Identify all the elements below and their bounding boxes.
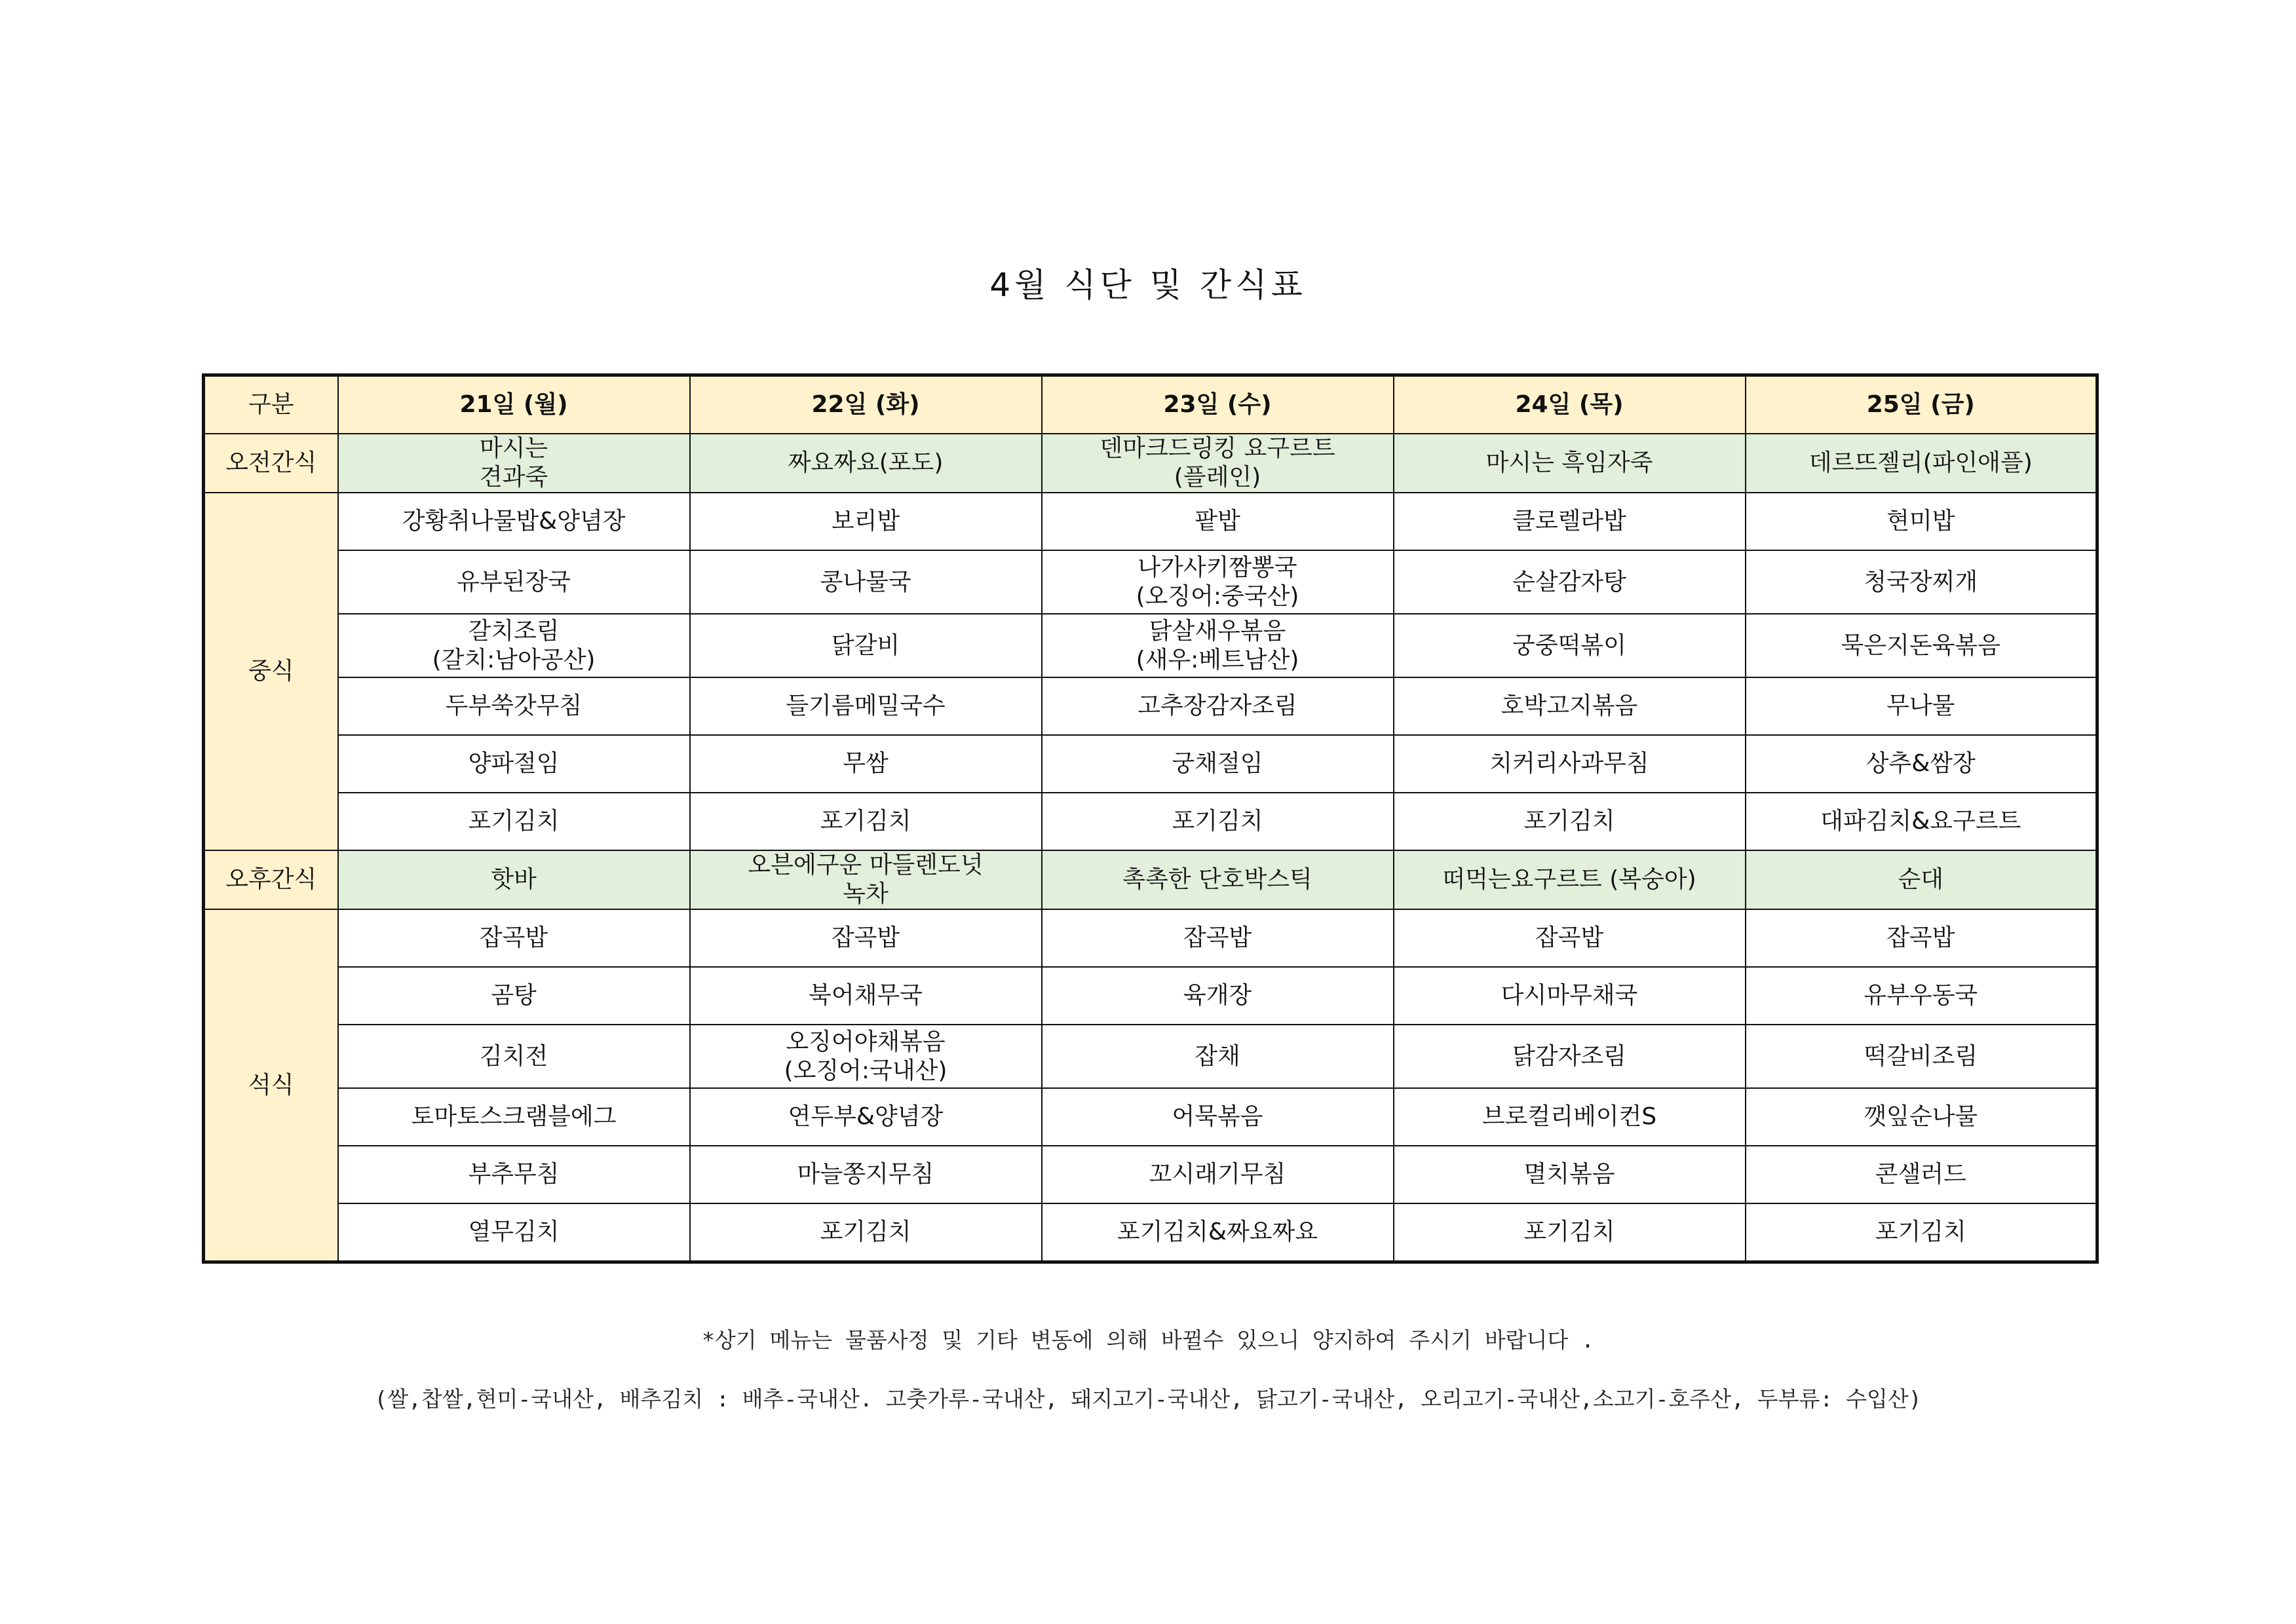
menu-cell bbox=[1394, 1146, 1746, 1203]
menu-table bbox=[202, 373, 2099, 1264]
morning-snack-row bbox=[204, 434, 2097, 493]
menu-item-text: 견과죽 bbox=[479, 464, 548, 491]
menu-item-text: 들기름메밀국수 bbox=[786, 692, 946, 719]
header-label: 구분 bbox=[204, 375, 338, 434]
menu-item-text: 데르뜨젤리(파인애플) bbox=[1808, 449, 2033, 476]
menu-item-text: 촉촉한 단호박스틱 bbox=[1122, 866, 1312, 893]
menu-cell bbox=[1394, 434, 1746, 493]
menu-item-text: 열무김치 bbox=[468, 1218, 560, 1245]
menu-item-text: 짜요짜요(포도) bbox=[788, 449, 944, 476]
menu-item-text: 멸치볶음 bbox=[1523, 1161, 1615, 1188]
menu-item-text: (오징어:국내산) bbox=[784, 1057, 947, 1084]
menu-cell bbox=[1042, 614, 1394, 677]
menu-item-text: 닭살새우볶음 bbox=[1149, 617, 1286, 645]
menu-cell bbox=[338, 493, 690, 550]
lunch-row bbox=[204, 614, 2097, 677]
menu-item-text: 포기김치 bbox=[1523, 1218, 1615, 1245]
menu-item-text: 무쌈 bbox=[843, 750, 889, 777]
menu-item-text: 오징어야채볶음 bbox=[786, 1028, 946, 1055]
menu-cell bbox=[1394, 550, 1746, 614]
menu-cell bbox=[1042, 493, 1394, 550]
menu-cell bbox=[338, 677, 690, 735]
menu-cell bbox=[338, 1088, 690, 1146]
menu-item-text: 나가사키짬뽕국 bbox=[1138, 554, 1297, 581]
menu-item-text: 포기김치 bbox=[820, 808, 911, 835]
lunch-row bbox=[204, 550, 2097, 614]
menu-item-text: 떡갈비조림 bbox=[1864, 1042, 1978, 1070]
menu-cell bbox=[338, 1146, 690, 1203]
lunch-row bbox=[204, 735, 2097, 793]
menu-item-text: 보리밥 bbox=[831, 508, 900, 535]
menu-item-text: 토마토스크램블에그 bbox=[411, 1103, 617, 1130]
menu-cell bbox=[338, 735, 690, 793]
menu-cell bbox=[1746, 550, 2097, 614]
menu-cell bbox=[690, 967, 1042, 1025]
menu-item-text: 유부된장국 bbox=[457, 568, 571, 595]
day-header: 21일 (월) bbox=[338, 375, 690, 434]
menu-item-text: 닭감자조림 bbox=[1512, 1042, 1626, 1070]
category-label: 오후간식 bbox=[204, 850, 338, 909]
menu-item-text: 콘샐러드 bbox=[1875, 1161, 1966, 1188]
menu-cell bbox=[338, 1025, 690, 1088]
menu-item-text: 팥밥 bbox=[1195, 508, 1240, 535]
menu-item-text: 포기김치 bbox=[1875, 1218, 1966, 1245]
menu-cell bbox=[690, 909, 1042, 967]
menu-cell bbox=[690, 1088, 1042, 1146]
menu-cell bbox=[1394, 909, 1746, 967]
menu-item-text: 유부우동국 bbox=[1864, 982, 1978, 1009]
menu-cell bbox=[1394, 735, 1746, 793]
menu-item-text: 잡채 bbox=[1195, 1042, 1240, 1070]
header-row bbox=[204, 375, 2097, 434]
menu-cell bbox=[1746, 614, 2097, 677]
menu-cell bbox=[1394, 967, 1746, 1025]
menu-item-text: 궁중떡볶이 bbox=[1512, 632, 1626, 659]
menu-item-text: 잡곡밥 bbox=[1886, 924, 1955, 951]
menu-item-text: 잡곡밥 bbox=[831, 924, 900, 951]
menu-cell bbox=[1746, 967, 2097, 1025]
menu-item-text: 어묵볶음 bbox=[1172, 1103, 1263, 1130]
page-title: 4월 식단 및 간식표 bbox=[989, 266, 1307, 304]
menu-item-text: 두부쑥갓무침 bbox=[445, 692, 583, 719]
menu-item-text: 무나물 bbox=[1886, 692, 1955, 719]
menu-item-text: 마시는 bbox=[479, 435, 548, 462]
menu-item-text: 마시는 흑임자죽 bbox=[1485, 449, 1653, 476]
menu-cell bbox=[1042, 434, 1394, 493]
menu-cell bbox=[690, 550, 1042, 614]
day-header: 23일 (수) bbox=[1042, 375, 1394, 434]
lunch-row bbox=[204, 793, 2097, 850]
menu-item-text: 포기김치&짜요짜요 bbox=[1117, 1218, 1318, 1245]
menu-item-text: 브로컬리베이컨S bbox=[1482, 1103, 1657, 1130]
note-menu-change: *상기 메뉴는 물품사정 및 기타 변동에 의해 바뀔수 있으니 양지하여 주시기 바랍니다 . bbox=[702, 1327, 1594, 1353]
day-header: 22일 (화) bbox=[690, 375, 1042, 434]
category-label: 오전간식 bbox=[204, 434, 338, 493]
menu-cell bbox=[338, 793, 690, 850]
afternoon-snack-row bbox=[204, 850, 2097, 909]
menu-item-text: (새우:베트남산) bbox=[1136, 646, 1299, 673]
menu-cell bbox=[690, 735, 1042, 793]
menu-item-text: 대파김치&요구르트 bbox=[1820, 808, 2021, 835]
menu-item-text: 갈치조림 bbox=[468, 617, 560, 645]
menu-cell bbox=[1746, 677, 2097, 735]
menu-cell bbox=[1394, 1203, 1746, 1262]
dinner-row bbox=[204, 1146, 2097, 1203]
dinner-row bbox=[204, 1203, 2097, 1262]
menu-cell bbox=[1394, 493, 1746, 550]
menu-cell bbox=[1746, 850, 2097, 909]
menu-cell bbox=[1746, 1203, 2097, 1262]
menu-cell bbox=[1746, 493, 2097, 550]
menu-item-text: 다시마무채국 bbox=[1501, 982, 1638, 1009]
menu-item-text: 순대 bbox=[1898, 866, 1944, 893]
menu-cell bbox=[338, 850, 690, 909]
menu-cell bbox=[1042, 677, 1394, 735]
menu-item-text: 묵은지돈육볶음 bbox=[1841, 632, 2000, 659]
menu-item-text: 포기김치 bbox=[820, 1218, 911, 1245]
menu-item-text: 녹차 bbox=[843, 880, 889, 907]
menu-cell bbox=[690, 434, 1042, 493]
menu-item-text: 호박고지볶음 bbox=[1501, 692, 1638, 719]
menu-cell bbox=[338, 967, 690, 1025]
menu-item-text: 치커리사과무침 bbox=[1489, 750, 1649, 777]
dinner-row bbox=[204, 1088, 2097, 1146]
menu-item-text: 현미밥 bbox=[1886, 508, 1955, 535]
menu-cell bbox=[1746, 1025, 2097, 1088]
menu-cell bbox=[1394, 1088, 1746, 1146]
dinner-row bbox=[204, 909, 2097, 967]
menu-cell bbox=[1042, 550, 1394, 614]
menu-item-text: 부추무침 bbox=[468, 1161, 560, 1188]
menu-cell bbox=[1394, 677, 1746, 735]
menu-cell bbox=[1394, 793, 1746, 850]
menu-item-text: 북어채무국 bbox=[809, 982, 923, 1009]
menu-cell bbox=[690, 1025, 1042, 1088]
menu-cell bbox=[1746, 1146, 2097, 1203]
menu-item-text: 양파절임 bbox=[468, 750, 560, 777]
menu-item-text: 클로렐라밥 bbox=[1512, 508, 1626, 535]
menu-item-text: 덴마크드링킹 요구르트 bbox=[1100, 435, 1335, 462]
menu-cell bbox=[338, 434, 690, 493]
menu-cell bbox=[1042, 1025, 1394, 1088]
menu-cell bbox=[1042, 909, 1394, 967]
menu-cell bbox=[1394, 850, 1746, 909]
category-label: 중식 bbox=[204, 493, 338, 850]
menu-cell bbox=[1746, 1088, 2097, 1146]
menu-item-text: 궁채절임 bbox=[1172, 750, 1263, 777]
menu-cell bbox=[690, 793, 1042, 850]
menu-cell bbox=[690, 493, 1042, 550]
menu-item-text: 연두부&양념장 bbox=[788, 1103, 944, 1130]
menu-cell bbox=[1042, 1088, 1394, 1146]
menu-cell bbox=[338, 1203, 690, 1262]
menu-cell bbox=[690, 614, 1042, 677]
menu-item-text: 청국장찌개 bbox=[1864, 568, 1978, 595]
menu-cell bbox=[690, 1146, 1042, 1203]
menu-cell bbox=[690, 677, 1042, 735]
menu-cell bbox=[1042, 967, 1394, 1025]
menu-item-text: 포기김치 bbox=[1523, 808, 1615, 835]
menu-item-text: 고추장감자조림 bbox=[1138, 692, 1297, 719]
menu-cell bbox=[1746, 793, 2097, 850]
menu-cell bbox=[690, 1203, 1042, 1262]
menu-cell bbox=[1394, 614, 1746, 677]
menu-item-text: 육개장 bbox=[1183, 982, 1252, 1009]
menu-item-text: (오징어:중국산) bbox=[1136, 582, 1299, 610]
note-origin: (쌀,찹쌀,현미-국내산, 배추김치 : 배추-국내산. 고춧가루-국내산, 돼지고기-국내산, 닭고기-국내산, 오리고기-국내산,소고기-호주산, 두부류: 수입산) bbox=[374, 1386, 1922, 1412]
menu-item-text: 떠먹는요구르트 (복숭아) bbox=[1442, 866, 1696, 893]
menu-cell bbox=[1746, 735, 2097, 793]
lunch-row bbox=[204, 677, 2097, 735]
menu-item-text: 강황취나물밥&양념장 bbox=[402, 508, 626, 535]
menu-cell bbox=[1746, 434, 2097, 493]
menu-item-text: 콩나물국 bbox=[820, 568, 911, 595]
menu-item-text: 닭갈비 bbox=[831, 632, 900, 659]
lunch-row bbox=[204, 493, 2097, 550]
day-header: 24일 (목) bbox=[1394, 375, 1746, 434]
menu-cell bbox=[338, 614, 690, 677]
menu-item-text: 곰탕 bbox=[491, 982, 537, 1009]
menu-item-text: 오븐에구운 마들렌도넛 bbox=[748, 852, 984, 878]
menu-cell bbox=[1042, 850, 1394, 909]
day-header: 25일 (금) bbox=[1746, 375, 2097, 434]
menu-item-text: (갈치:남아공산) bbox=[432, 646, 596, 673]
menu-cell bbox=[338, 550, 690, 614]
menu-cell bbox=[690, 850, 1042, 909]
menu-cell bbox=[1042, 735, 1394, 793]
category-label: 석식 bbox=[204, 909, 338, 1262]
menu-item-text: 김치전 bbox=[479, 1042, 548, 1070]
menu-item-text: 핫바 bbox=[491, 866, 537, 893]
menu-cell bbox=[1042, 793, 1394, 850]
menu-item-text: (플레인) bbox=[1174, 464, 1261, 491]
menu-cell bbox=[338, 909, 690, 967]
menu-cell bbox=[1394, 1025, 1746, 1088]
menu-item-text: 포기김치 bbox=[468, 808, 560, 835]
menu-item-text: 순살감자탕 bbox=[1512, 568, 1626, 595]
menu-item-text: 꼬시래기무침 bbox=[1149, 1161, 1286, 1188]
menu-item-text: 포기김치 bbox=[1172, 808, 1263, 835]
menu-cell bbox=[1746, 909, 2097, 967]
menu-item-text: 잡곡밥 bbox=[479, 924, 548, 951]
dinner-row bbox=[204, 1025, 2097, 1088]
dinner-row bbox=[204, 967, 2097, 1025]
menu-item-text: 깻잎순나물 bbox=[1864, 1103, 1978, 1130]
menu-item-text: 잡곡밥 bbox=[1183, 924, 1252, 951]
menu-item-text: 상추&쌈장 bbox=[1866, 750, 1976, 777]
menu-cell bbox=[1042, 1146, 1394, 1203]
menu-cell bbox=[1042, 1203, 1394, 1262]
menu-item-text: 잡곡밥 bbox=[1535, 924, 1604, 951]
menu-item-text: 마늘쫑지무침 bbox=[797, 1161, 934, 1188]
